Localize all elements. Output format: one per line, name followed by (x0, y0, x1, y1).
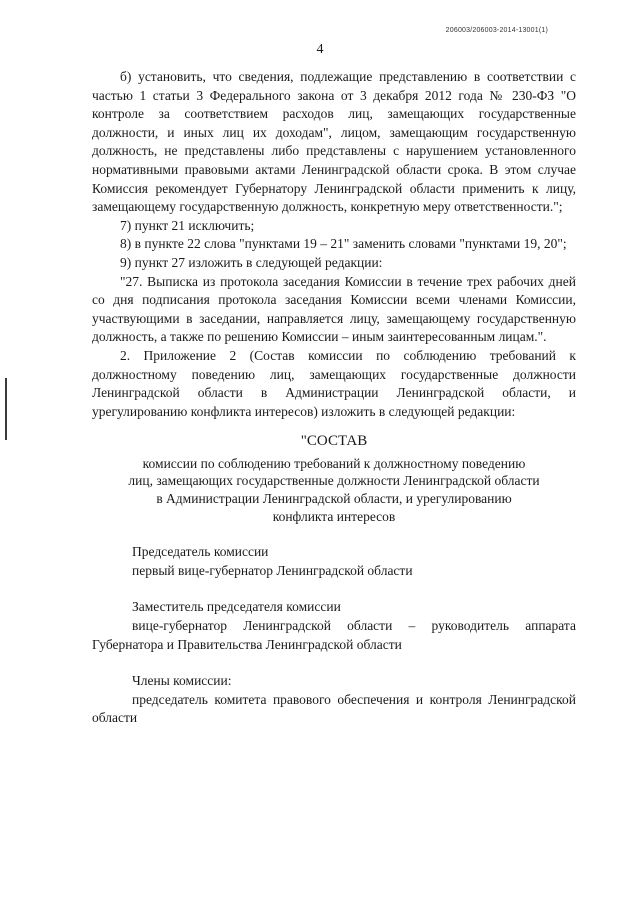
document-id: 206003/206003-2014-13001(1) (445, 27, 548, 34)
role-description: вице-губернатор Ленинградской области – руководитель аппарата Губернатора и Правительства Ленинградской области (92, 618, 576, 652)
role-description: председатель комитета правового обеспечения и контроля Ленинградской области (92, 691, 576, 726)
composition-subtitle-line: лиц, замещающих государственные должности Ленинградской области (128, 473, 540, 489)
paragraph-2: 2. Приложение 2 (Состав комиссии по соблюдению требований к должностному поведению лиц, замещающих государственные должности Ленинградской области в Администрации Ленинградской области, и урегулированию конфликта интересов) изложить в следующей редакции: (92, 347, 576, 419)
paragraph-9: 9) пункт 27 изложить в следующей редакции: (120, 254, 383, 270)
composition-title-block (92, 433, 576, 525)
role-chairman (92, 543, 576, 580)
paragraph-b: б) установить, что сведения, подлежащие представлению в соответствии с частью 1 статьи 3 Федерального закона от 3 декабря 2012 года № 230-ФЗ "О контроле за соответствием расходов лиц, замещающих государственные должности, и иных лиц их доходам", лицом, замещающим государственную должность, не представлены либо представлены с нарушением установленного нормативными правовыми актами Ленинградской области срока. В этом случае Комиссия рекомендует Губернатору Ленинградской области применить к лицу, замещающему государственную должность, конкретную меру ответственности."; (92, 69, 576, 215)
page-number: 4 (316, 42, 324, 57)
paragraph-8: 8) в пункте 22 слова "пунктами 19 – 21" заменить словами "пунктами 19, 20"; (120, 236, 567, 252)
paragraph-7: 7) пункт 21 исключить; (120, 217, 255, 233)
role-deputy-chairman (92, 598, 576, 654)
binding-mark (5, 378, 7, 440)
role-members (92, 672, 576, 728)
composition-subtitle-line: в Администрации Ленинградской области, и урегулированию (156, 491, 512, 507)
role-heading: Члены комиссии: (132, 673, 232, 689)
role-heading: Заместитель председателя комиссии (132, 599, 341, 615)
composition-subtitle-line: конфликта интересов (272, 508, 396, 524)
role-description: первый вице-губернатор Ленинградской области (132, 562, 413, 578)
composition-title: "СОСТАВ (300, 433, 368, 450)
document-body (92, 68, 576, 728)
role-heading: Председатель комиссии (132, 544, 269, 560)
composition-subtitle-line: комиссии по соблюдению требований к должностному поведению (142, 455, 526, 471)
paragraph-27-quote: "27. Выписка из протокола заседания Комиссии в течение трех рабочих дней со дня подписания протокола заседания Комиссии всеми членами Комиссии, участвующими в заседании, направляется лицу, замещающему государственную должность, а также по решению Комиссии – иным заинтересованным лицам.". (92, 273, 576, 345)
